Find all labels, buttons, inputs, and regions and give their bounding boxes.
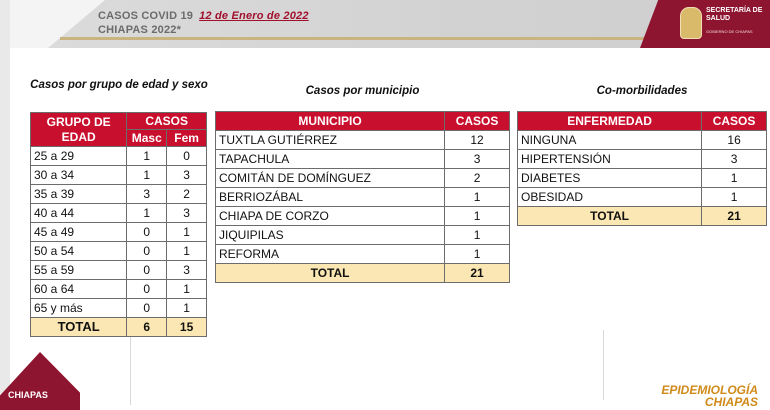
age-cases-header: CASOS: [127, 113, 207, 130]
header-gold-rule: [60, 37, 675, 40]
municipio-cases-header: CASOS: [445, 112, 510, 131]
female-count-cell: 0: [167, 147, 207, 166]
age-group-cell: 40 a 44: [31, 204, 127, 223]
male-count-cell: 0: [127, 223, 167, 242]
table-row: [216, 169, 510, 188]
disease-cases-cell: 16: [702, 131, 767, 150]
male-count-cell: 1: [127, 147, 167, 166]
municipio-cases-cell: 12: [445, 131, 510, 150]
municipio-cases-cell: 1: [445, 245, 510, 264]
disease-name-cell: OBESIDAD: [518, 188, 702, 207]
table-row: [31, 280, 207, 299]
male-count-cell: 3: [127, 185, 167, 204]
comorbidity-section-title: Co-morbilidades: [596, 85, 688, 97]
municipio-name-header: MUNICIPIO: [216, 112, 445, 131]
table-row: [31, 147, 207, 166]
municipio-name-cell: TAPACHULA: [216, 150, 445, 169]
age-total-label: TOTAL: [31, 318, 127, 337]
age-group-cell: 55 a 59: [31, 261, 127, 280]
department-name: SECRETARÍA DE SALUD: [706, 7, 763, 22]
table-row: [216, 245, 510, 264]
comorbidity-total-row: [518, 207, 767, 226]
age-group-cell: 60 a 64: [31, 280, 127, 299]
municipio-name-cell: REFORMA: [216, 245, 445, 264]
female-count-cell: 3: [167, 166, 207, 185]
municipio-total-cases: 21: [445, 264, 510, 283]
male-count-cell: 0: [127, 261, 167, 280]
female-count-cell: 2: [167, 185, 207, 204]
age-group-cell: 30 a 34: [31, 166, 127, 185]
table-row: [216, 207, 510, 226]
department-sub: GOBIERNO DE CHIAPAS: [706, 29, 753, 34]
disease-cases-header: CASOS: [702, 112, 767, 131]
divider-right: [603, 330, 604, 400]
municipio-table: [215, 111, 510, 283]
table-row: [216, 188, 510, 207]
left-margin-band: [0, 0, 10, 410]
table-row: [31, 299, 207, 318]
age-total-female: 15: [167, 318, 207, 337]
municipio-total-label: TOTAL: [216, 264, 445, 283]
disease-cases-cell: 3: [702, 150, 767, 169]
title-line-2: CHIAPAS 2022*: [98, 24, 182, 36]
age-group-header: GRUPO DE EDAD: [31, 113, 127, 147]
comorbidity-table: [517, 111, 767, 226]
age-total-row: [31, 318, 207, 337]
page-title: [98, 9, 309, 37]
disease-name-cell: HIPERTENSIÓN: [518, 150, 702, 169]
table-row: [216, 150, 510, 169]
comorbidity-total-label: TOTAL: [518, 207, 702, 226]
female-count-cell: 3: [167, 261, 207, 280]
female-count-cell: 3: [167, 204, 207, 223]
age-female-header: Fem: [167, 130, 207, 147]
comorbidity-total-cases: 21: [702, 207, 767, 226]
municipio-name-cell: JIQUIPILAS: [216, 226, 445, 245]
female-count-cell: 1: [167, 299, 207, 318]
female-count-cell: 1: [167, 242, 207, 261]
age-group-cell: 35 a 39: [31, 185, 127, 204]
disease-name-cell: NINGUNA: [518, 131, 702, 150]
female-count-cell: 1: [167, 223, 207, 242]
divider-left: [130, 335, 131, 405]
table-row: [518, 169, 767, 188]
municipio-cases-cell: 1: [445, 188, 510, 207]
state-seal-icon: [680, 7, 702, 39]
municipio-cases-cell: 1: [445, 226, 510, 245]
table-row: [518, 188, 767, 207]
age-group-cell: 45 a 49: [31, 223, 127, 242]
municipio-name-cell: COMITÁN DE DOMÍNGUEZ: [216, 169, 445, 188]
municipio-name-cell: BERRIOZÁBAL: [216, 188, 445, 207]
table-row: [216, 226, 510, 245]
table-row: [31, 242, 207, 261]
male-count-cell: 0: [127, 299, 167, 318]
epidemiologia-logo-line2: CHIAPAS: [704, 395, 758, 409]
table-row: [518, 131, 767, 150]
title-line-1: CASOS COVID 19: [98, 10, 194, 22]
disease-name-cell: DIABETES: [518, 169, 702, 188]
municipio-cases-cell: 1: [445, 207, 510, 226]
chiapas-logo-shape: [0, 352, 80, 410]
male-count-cell: 0: [127, 280, 167, 299]
chiapas-logo-text: CHIAPAS: [8, 390, 48, 400]
title-date: 12 de Enero de 2022: [199, 10, 309, 22]
age-group-cell: 25 a 29: [31, 147, 127, 166]
male-count-cell: 0: [127, 242, 167, 261]
table-row: [31, 261, 207, 280]
table-row: [31, 166, 207, 185]
table-row: [31, 185, 207, 204]
age-table: [30, 112, 207, 337]
table-row: [216, 131, 510, 150]
table-row: [31, 223, 207, 242]
male-count-cell: 1: [127, 166, 167, 185]
table-row: [31, 204, 207, 223]
disease-name-header: ENFERMEDAD: [518, 112, 702, 131]
municipio-name-cell: CHIAPA DE CORZO: [216, 207, 445, 226]
male-count-cell: 1: [127, 204, 167, 223]
municipio-name-cell: TUXTLA GUTIÉRREZ: [216, 131, 445, 150]
age-group-cell: 50 a 54: [31, 242, 127, 261]
municipio-cases-cell: 3: [445, 150, 510, 169]
municipio-section-title: Casos por municipio: [305, 85, 420, 97]
age-section-title: Casos por grupo de edad y sexo: [30, 79, 208, 91]
epidemiologia-logo: [630, 384, 758, 408]
age-male-header: Masc: [127, 130, 167, 147]
female-count-cell: 1: [167, 280, 207, 299]
disease-cases-cell: 1: [702, 188, 767, 207]
epidemiologia-logo-line1: EPIDEMIOLOGÍA: [661, 383, 758, 397]
age-group-cell: 65 y más: [31, 299, 127, 318]
municipio-total-row: [216, 264, 510, 283]
disease-cases-cell: 1: [702, 169, 767, 188]
table-row: [518, 150, 767, 169]
municipio-cases-cell: 2: [445, 169, 510, 188]
age-total-male: 6: [127, 318, 167, 337]
